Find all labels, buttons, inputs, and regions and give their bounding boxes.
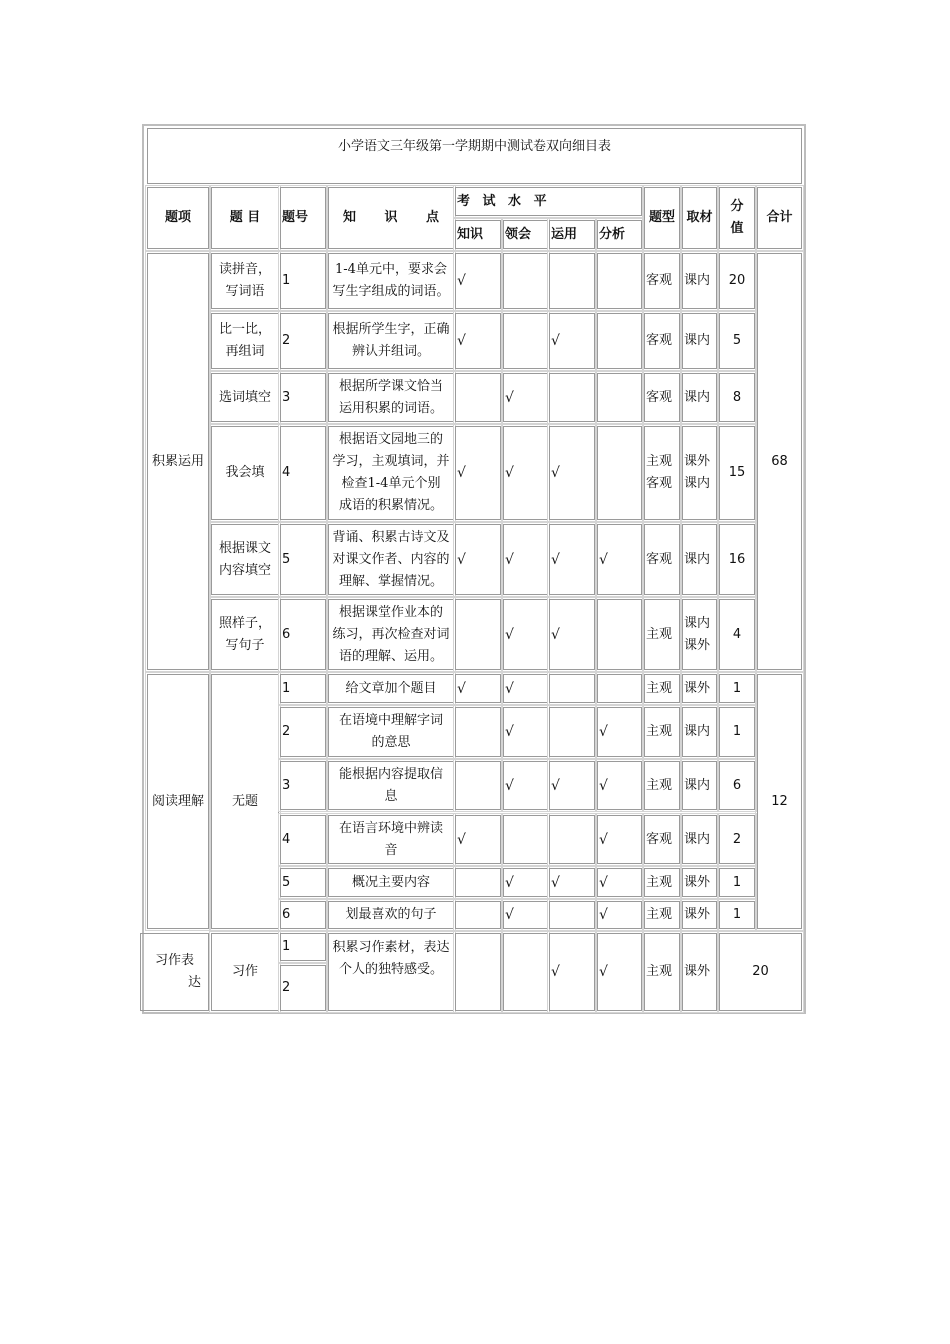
total-text: 68 [771, 453, 788, 469]
header-text: 取材 [686, 210, 713, 225]
row-score [719, 599, 755, 670]
header-text: 运用 [551, 226, 578, 242]
row-check-2 [549, 868, 595, 897]
row-check-2 [549, 524, 595, 595]
row-type [644, 524, 680, 595]
header-level-2 [549, 220, 595, 249]
header-text: 识 [384, 210, 398, 225]
item-line: 照样子， [218, 615, 271, 631]
knowledge-line: 能根据内容提取信 [338, 766, 443, 782]
section-category [140, 933, 209, 1011]
knowledge-line: 背诵、积累古诗文及 [332, 529, 450, 545]
row-knowledge-point [328, 674, 454, 703]
row-score [719, 707, 755, 757]
check-mark: √ [505, 777, 514, 794]
section-category [147, 253, 209, 670]
score-text: 2 [732, 831, 742, 847]
row-knowledge-point [328, 524, 454, 595]
row-check-1 [503, 868, 548, 897]
check-mark: √ [505, 626, 514, 643]
row-source [682, 253, 717, 309]
row-check-1 [503, 761, 548, 810]
header-text: 领会 [505, 226, 532, 242]
score-text: 1 [732, 724, 742, 739]
row-score [719, 868, 755, 897]
header-text: 点 [425, 210, 439, 225]
check-mark: √ [457, 333, 466, 349]
type-text: 主观 [646, 724, 673, 739]
knowledge-line: 练习，再次检查对词 [332, 626, 450, 642]
row-check-1 [503, 674, 548, 703]
header-text: 题型 [648, 210, 675, 225]
row-source [682, 373, 717, 422]
check-mark: √ [457, 551, 466, 568]
category-line: 习作表 [154, 953, 194, 968]
row-check-2 [549, 815, 595, 864]
source-line: 课内 [684, 389, 711, 405]
header-score-line: 分 [730, 199, 744, 214]
row-type [644, 901, 680, 929]
check-mark: √ [599, 831, 608, 848]
row-source [682, 313, 717, 369]
score-text: 20 [752, 964, 769, 979]
number-text: 2 [282, 980, 291, 995]
row-knowledge-point [328, 933, 454, 1011]
check-mark: √ [599, 874, 608, 891]
source-text: 课外 [684, 964, 711, 979]
item-line: 写句子 [225, 637, 265, 653]
row-check-1 [503, 313, 548, 369]
category-line: 达 [187, 975, 201, 990]
row-score [719, 901, 755, 929]
row-type [644, 868, 680, 897]
row-check-2 [549, 707, 595, 757]
check-mark: √ [505, 389, 514, 406]
row-item [211, 313, 279, 369]
item-text: 习作 [231, 964, 258, 979]
type-line: 客观 [646, 333, 673, 348]
item-line: 内容填空 [218, 562, 271, 578]
row-check-3 [597, 674, 642, 703]
item-text: 无题 [231, 793, 258, 809]
source-line: 课外 [684, 637, 711, 653]
header-text: 知识 [457, 226, 484, 242]
check-mark: √ [505, 680, 514, 697]
row-check-0 [455, 901, 501, 929]
header-knowledge [328, 187, 454, 249]
row-score [719, 313, 755, 369]
check-mark: √ [457, 465, 466, 481]
row-check-0 [455, 253, 501, 309]
section-item [211, 674, 279, 929]
row-check-1 [503, 599, 548, 670]
row-check-3 [597, 815, 642, 864]
row-number [280, 933, 326, 961]
score-text: 1 [732, 874, 742, 890]
row-score [719, 815, 755, 864]
row-number [280, 524, 326, 595]
row-type [644, 426, 680, 520]
source-line: 课内 [684, 333, 711, 348]
row-check-2 [549, 674, 595, 703]
row-check-3 [597, 253, 642, 309]
item-line: 读拼音， [218, 262, 271, 277]
row-item [211, 373, 279, 422]
row-number [280, 373, 326, 422]
row-knowledge-point [328, 373, 454, 422]
row-item [211, 524, 279, 595]
source-text: 课内 [684, 724, 711, 739]
header-source [682, 187, 717, 249]
row-knowledge-point [328, 253, 454, 309]
type-line: 客观 [646, 476, 673, 491]
row-check-0 [455, 524, 501, 595]
row-check-1 [503, 707, 548, 757]
score-text: 20 [728, 273, 746, 288]
check-mark: √ [457, 831, 466, 848]
knowledge-line: 息 [384, 788, 398, 804]
source-text: 课内 [684, 831, 711, 847]
type-line: 主观 [646, 454, 673, 469]
row-check-3 [597, 524, 642, 595]
row-check-1 [503, 426, 548, 520]
knowledge-line: 的意思 [371, 735, 411, 750]
header-total [757, 187, 802, 249]
check-mark: √ [505, 874, 514, 891]
header-score [719, 187, 755, 249]
check-mark: √ [551, 465, 560, 481]
number-text: 6 [282, 907, 291, 922]
number-text: 2 [282, 724, 291, 739]
check-mark: √ [505, 551, 514, 568]
row-type [644, 815, 680, 864]
source-text: 课外 [684, 680, 711, 696]
header-category [147, 187, 209, 249]
knowledge-line: 写生字组成的词语。 [332, 284, 450, 299]
number-text: 1 [282, 939, 291, 954]
row-check-0 [455, 761, 501, 810]
check-mark: √ [599, 964, 608, 980]
row-knowledge-point [328, 901, 454, 929]
total-text: 12 [771, 793, 788, 809]
row-source [682, 524, 717, 595]
score-text: 15 [728, 465, 746, 480]
row-check-3 [597, 868, 642, 897]
row-knowledge-point [328, 707, 454, 757]
item-line: 写词语 [225, 284, 265, 299]
score-text: 5 [732, 333, 742, 348]
score-text: 1 [732, 680, 742, 696]
section-category [147, 674, 209, 929]
table-title: 小学语文三年级第一学期期中测试卷双向细目表 [147, 128, 802, 184]
row-score-total [719, 933, 802, 1011]
row-check-0 [455, 674, 501, 703]
score-text: 4 [732, 626, 742, 642]
row-check-0 [455, 373, 501, 422]
header-text: 题项 [164, 210, 191, 225]
row-source [682, 426, 717, 520]
row-check-1 [503, 373, 548, 422]
row-number [280, 313, 326, 369]
header-score-line: 值 [730, 221, 744, 236]
section-item [211, 933, 279, 1011]
row-check-2 [549, 313, 595, 369]
type-text: 主观 [646, 777, 673, 793]
knowledge-line: 积累习作素材，表达 [332, 940, 450, 955]
check-mark: √ [599, 724, 608, 740]
row-score [719, 426, 755, 520]
item-line: 再组词 [225, 344, 265, 359]
number-text: 3 [282, 389, 291, 405]
header-text: 知 [343, 210, 357, 225]
knowledge-line: 音 [384, 842, 398, 858]
score-text: 16 [728, 551, 746, 567]
row-score [719, 761, 755, 810]
row-number [280, 868, 326, 897]
header-number [280, 187, 326, 249]
row-knowledge-point [328, 313, 454, 369]
row-source [682, 815, 717, 864]
source-line: 课内 [684, 615, 711, 631]
knowledge-line: 成语的积累情况。 [338, 498, 443, 513]
check-mark: √ [551, 333, 560, 349]
knowledge-line: 根据所学生字，正确 [332, 322, 450, 337]
row-number [280, 815, 326, 864]
row-check-3 [597, 707, 642, 757]
row-item [211, 599, 279, 670]
row-check-0 [455, 707, 501, 757]
row-number [280, 426, 326, 520]
item-line: 比一比， [218, 322, 271, 337]
header-level-0 [455, 220, 501, 249]
row-check-1 [503, 253, 548, 309]
row-check-3 [597, 933, 642, 1011]
row-check-1 [503, 901, 548, 929]
row-number [280, 674, 326, 703]
header-text: 考 试 水 平 [457, 193, 551, 209]
type-text: 主观 [646, 964, 673, 979]
check-mark: √ [505, 907, 514, 923]
row-type [644, 933, 680, 1011]
source-text: 课内 [684, 777, 711, 793]
row-check-3 [597, 901, 642, 929]
row-check-1 [503, 524, 548, 595]
row-score [719, 373, 755, 422]
row-check-1 [503, 815, 548, 864]
score-text: 8 [732, 389, 742, 405]
knowledge-line: 根据课堂作业本的 [338, 604, 443, 620]
row-number [280, 901, 326, 929]
row-source [682, 868, 717, 897]
row-number [280, 707, 326, 757]
row-number [280, 965, 326, 1011]
knowledge-line: 根据语文园地三的 [338, 432, 443, 447]
row-number [280, 761, 326, 810]
score-text: 1 [732, 907, 742, 922]
row-type [644, 373, 680, 422]
row-check-2 [549, 426, 595, 520]
section-total [757, 253, 802, 670]
check-mark: √ [599, 551, 608, 568]
section-total [757, 674, 802, 929]
row-check-3 [597, 599, 642, 670]
row-type [644, 599, 680, 670]
number-text: 6 [282, 626, 291, 642]
row-check-0 [455, 426, 501, 520]
row-check-0 [455, 313, 501, 369]
header-text: 题 目 [229, 210, 261, 225]
check-mark: √ [505, 465, 514, 481]
knowledge-line: 概况主要内容 [351, 874, 430, 890]
row-type [644, 761, 680, 810]
header-exam-level [455, 187, 642, 216]
row-knowledge-point [328, 426, 454, 520]
category-text: 积累运用 [151, 453, 204, 469]
header-level-1 [503, 220, 548, 249]
row-knowledge-point [328, 761, 454, 810]
row-source [682, 901, 717, 929]
number-text: 5 [282, 551, 291, 567]
knowledge-line: 在语境中理解字词 [338, 713, 443, 728]
number-text: 1 [282, 680, 291, 696]
source-text: 课外 [684, 907, 711, 922]
item-line: 选词填空 [218, 389, 271, 405]
row-source [682, 761, 717, 810]
knowledge-line: 给文章加个题目 [345, 680, 437, 696]
check-mark: √ [505, 724, 514, 740]
type-line: 主观 [646, 626, 673, 642]
knowledge-line: 学习，主观填词，并 [332, 454, 450, 469]
check-mark: √ [599, 777, 608, 794]
type-text: 主观 [646, 907, 673, 922]
number-text: 5 [282, 874, 291, 890]
score-text: 6 [732, 777, 742, 793]
number-text: 4 [282, 465, 291, 480]
row-item [211, 253, 279, 309]
knowledge-line: 根据所学课文恰当 [338, 378, 443, 394]
row-number [280, 253, 326, 309]
knowledge-line: 个人的独特感受。 [338, 962, 443, 977]
type-text: 主观 [646, 680, 673, 696]
row-check-2 [549, 933, 595, 1011]
item-line: 我会填 [225, 465, 265, 480]
check-mark: √ [551, 874, 560, 891]
check-mark: √ [457, 273, 466, 289]
category-text: 阅读理解 [151, 793, 204, 809]
check-mark: √ [457, 680, 466, 697]
knowledge-line: 在语言环境中辨读 [338, 820, 443, 836]
row-knowledge-point [328, 868, 454, 897]
source-line: 课内 [684, 273, 711, 288]
knowledge-line: 运用积累的词语。 [338, 400, 443, 416]
check-mark: √ [551, 626, 560, 643]
row-check-2 [549, 761, 595, 810]
row-check-3 [597, 426, 642, 520]
row-check-1 [503, 933, 548, 1011]
knowledge-line: 对课文作者、内容的 [332, 551, 450, 567]
row-score [719, 524, 755, 595]
row-type [644, 707, 680, 757]
item-line: 根据课文 [218, 540, 271, 556]
number-text: 4 [282, 831, 291, 847]
header-type [644, 187, 680, 249]
row-check-3 [597, 373, 642, 422]
header-text: 合计 [766, 210, 793, 225]
source-line: 课外 [684, 454, 711, 469]
row-check-3 [597, 313, 642, 369]
row-check-2 [549, 253, 595, 309]
type-text: 主观 [646, 874, 673, 890]
row-knowledge-point [328, 599, 454, 670]
header-item [211, 187, 279, 249]
knowledge-line: 划最喜欢的句子 [345, 907, 437, 922]
knowledge-line: 1-4单元中，要求会 [335, 262, 447, 277]
number-text: 3 [282, 777, 291, 793]
row-item [211, 426, 279, 520]
row-check-2 [549, 901, 595, 929]
row-score [719, 253, 755, 309]
knowledge-line: 语的理解、运用。 [338, 648, 443, 664]
source-line: 课内 [684, 551, 711, 567]
check-mark: √ [551, 777, 560, 794]
type-line: 客观 [646, 551, 673, 567]
source-line: 课内 [684, 476, 711, 491]
row-check-2 [549, 373, 595, 422]
row-check-2 [549, 599, 595, 670]
check-mark: √ [551, 964, 560, 980]
row-type [644, 313, 680, 369]
row-check-0 [455, 933, 501, 1011]
number-text: 1 [282, 273, 291, 288]
row-score [719, 674, 755, 703]
check-mark: √ [599, 907, 608, 923]
row-type [644, 253, 680, 309]
row-type [644, 674, 680, 703]
check-mark: √ [551, 551, 560, 568]
type-line: 客观 [646, 273, 673, 288]
number-text: 2 [282, 333, 291, 348]
row-check-0 [455, 599, 501, 670]
knowledge-line: 检查1-4单元个别 [341, 476, 441, 491]
knowledge-line: 理解、掌握情况。 [338, 573, 443, 589]
type-line: 客观 [646, 389, 673, 405]
header-text: 分析 [599, 226, 626, 242]
row-source [682, 933, 717, 1011]
header-text: 题号 [282, 210, 309, 225]
row-knowledge-point [328, 815, 454, 864]
row-check-3 [597, 761, 642, 810]
row-check-0 [455, 815, 501, 864]
row-source [682, 674, 717, 703]
header-level-3 [597, 220, 642, 249]
type-text: 客观 [646, 831, 673, 847]
source-text: 课外 [684, 874, 711, 890]
row-source [682, 599, 717, 670]
knowledge-line: 辨认并组词。 [351, 344, 430, 359]
row-check-0 [455, 868, 501, 897]
row-number [280, 599, 326, 670]
row-source [682, 707, 717, 757]
